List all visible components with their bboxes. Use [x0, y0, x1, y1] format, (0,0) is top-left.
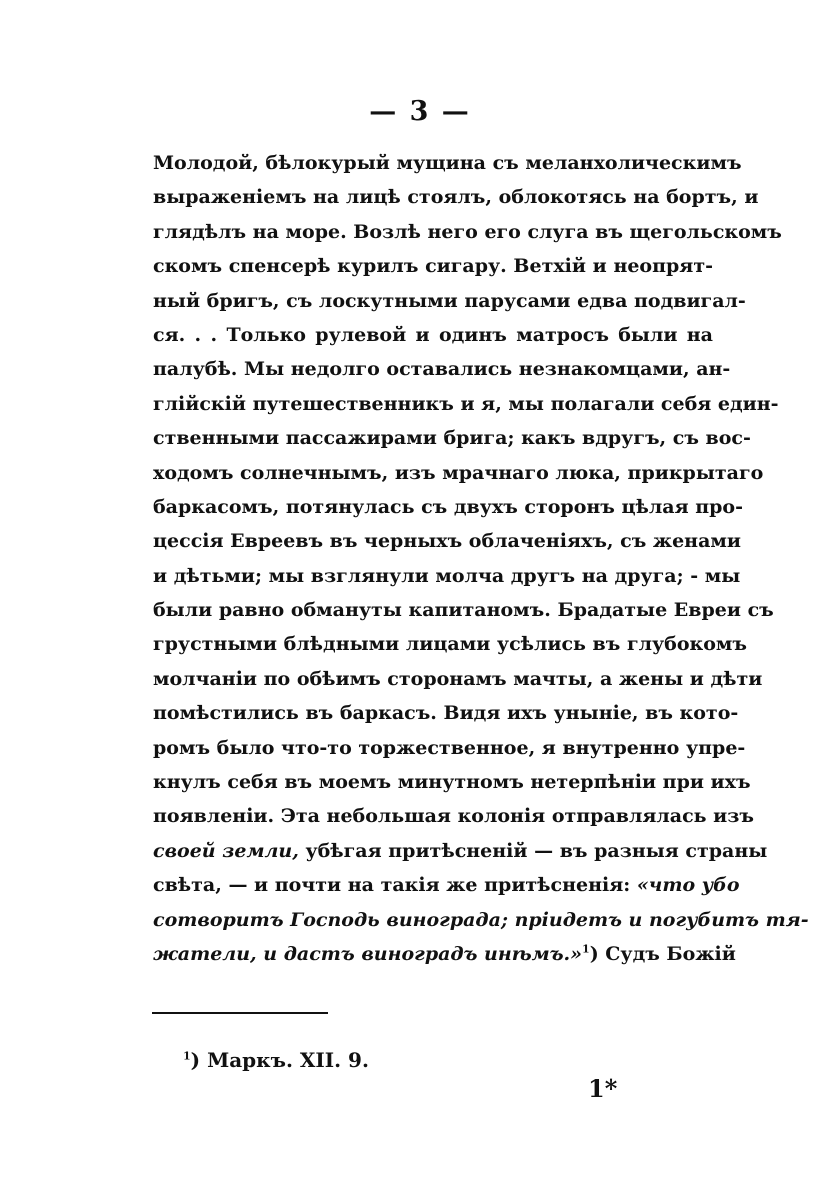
- quote-end: жатели, и дастъ виноградъ инѣмъ.»: [153, 942, 583, 965]
- text-line: и дѣтьми; мы взглянули молча другъ на друга; - мы: [153, 564, 741, 587]
- text-line: скомъ спенсерѣ курилъ сигару. Ветхій и неопрят-: [153, 255, 713, 278]
- text-line: ромъ было что-то торжественное, я внутренно упре-: [153, 736, 746, 759]
- page-number: — 3 —: [369, 96, 471, 127]
- text-line: молчаніи по обѣимъ сторонамъ мачты, а жены и дѣти: [153, 667, 763, 690]
- text-line: глійскій путешественникъ и я, мы полагали себя един-: [153, 392, 779, 415]
- footnote-marker: 1: [183, 1049, 191, 1063]
- text-line: кнулъ себя въ моемъ минутномъ нетерпѣніи при ихъ: [153, 771, 751, 794]
- text-line-mixed: [153, 868, 740, 902]
- text-fragment: убѣгая притѣсненій — въ разныя страны: [298, 839, 768, 862]
- text-line: глядѣлъ на море. Возлѣ него его слуга въ щегольскомъ: [153, 220, 782, 243]
- text-line: ся. . . Только рулевой и одинъ матросъ были на: [153, 323, 713, 346]
- text-line: баркасомъ, потянулась съ двухъ сторонъ цѣлая про-: [153, 495, 743, 518]
- italic-phrase: своей земли,: [153, 839, 299, 862]
- text-line: ственными пассажирами брига; какъ вдругъ, съ вос-: [153, 427, 751, 450]
- text-line: ходомъ солнечнымъ, изъ мрачнаго люка, прикрытаго: [153, 461, 764, 484]
- text-line: помѣстились въ баркасъ. Видя ихъ уныніе, въ кото-: [153, 702, 739, 725]
- footnote-text: ) Маркъ. XII. 9.: [190, 1048, 369, 1072]
- quote-start: «что убо: [630, 874, 740, 897]
- quote-line: сотворитъ Господь винограда; пріидетъ и погубитъ тя-: [153, 908, 809, 931]
- text-fragment: ) Судъ Божій: [589, 942, 736, 965]
- text-line: Молодой, бѣлокурый мущина съ меланхолическимъ: [153, 152, 742, 174]
- text-line: были равно обмануты капитаномъ. Брадатые Евреи съ: [153, 599, 774, 622]
- main-text: [153, 146, 809, 971]
- text-line: палубѣ. Мы недолго оставались незнакомцами, ан-: [153, 358, 731, 381]
- footnote-ref: 1: [582, 942, 590, 956]
- footnote: [183, 1048, 369, 1072]
- text-line-mixed: [153, 937, 736, 971]
- text-line: ный бригъ, съ лоскутными парусами едва подвигал-: [153, 289, 746, 312]
- footnote-divider: [152, 1012, 328, 1014]
- text-line-mixed: [153, 834, 768, 868]
- text-line: грустными блѣдными лицами усѣлись въ глубокомъ: [153, 633, 747, 656]
- signature-mark: 1*: [588, 1074, 618, 1103]
- text-line: выраженіемъ на лицѣ стоялъ, облокотясь на бортъ, и: [153, 186, 759, 209]
- text-fragment: свѣта, — и почти на такія же притѣсненія:: [153, 874, 631, 897]
- text-line: цессія Евреевъ въ черныхъ облаченіяхъ, съ женами: [153, 530, 741, 553]
- text-line: появленіи. Эта небольшая колонія отправлялась изъ: [153, 805, 754, 828]
